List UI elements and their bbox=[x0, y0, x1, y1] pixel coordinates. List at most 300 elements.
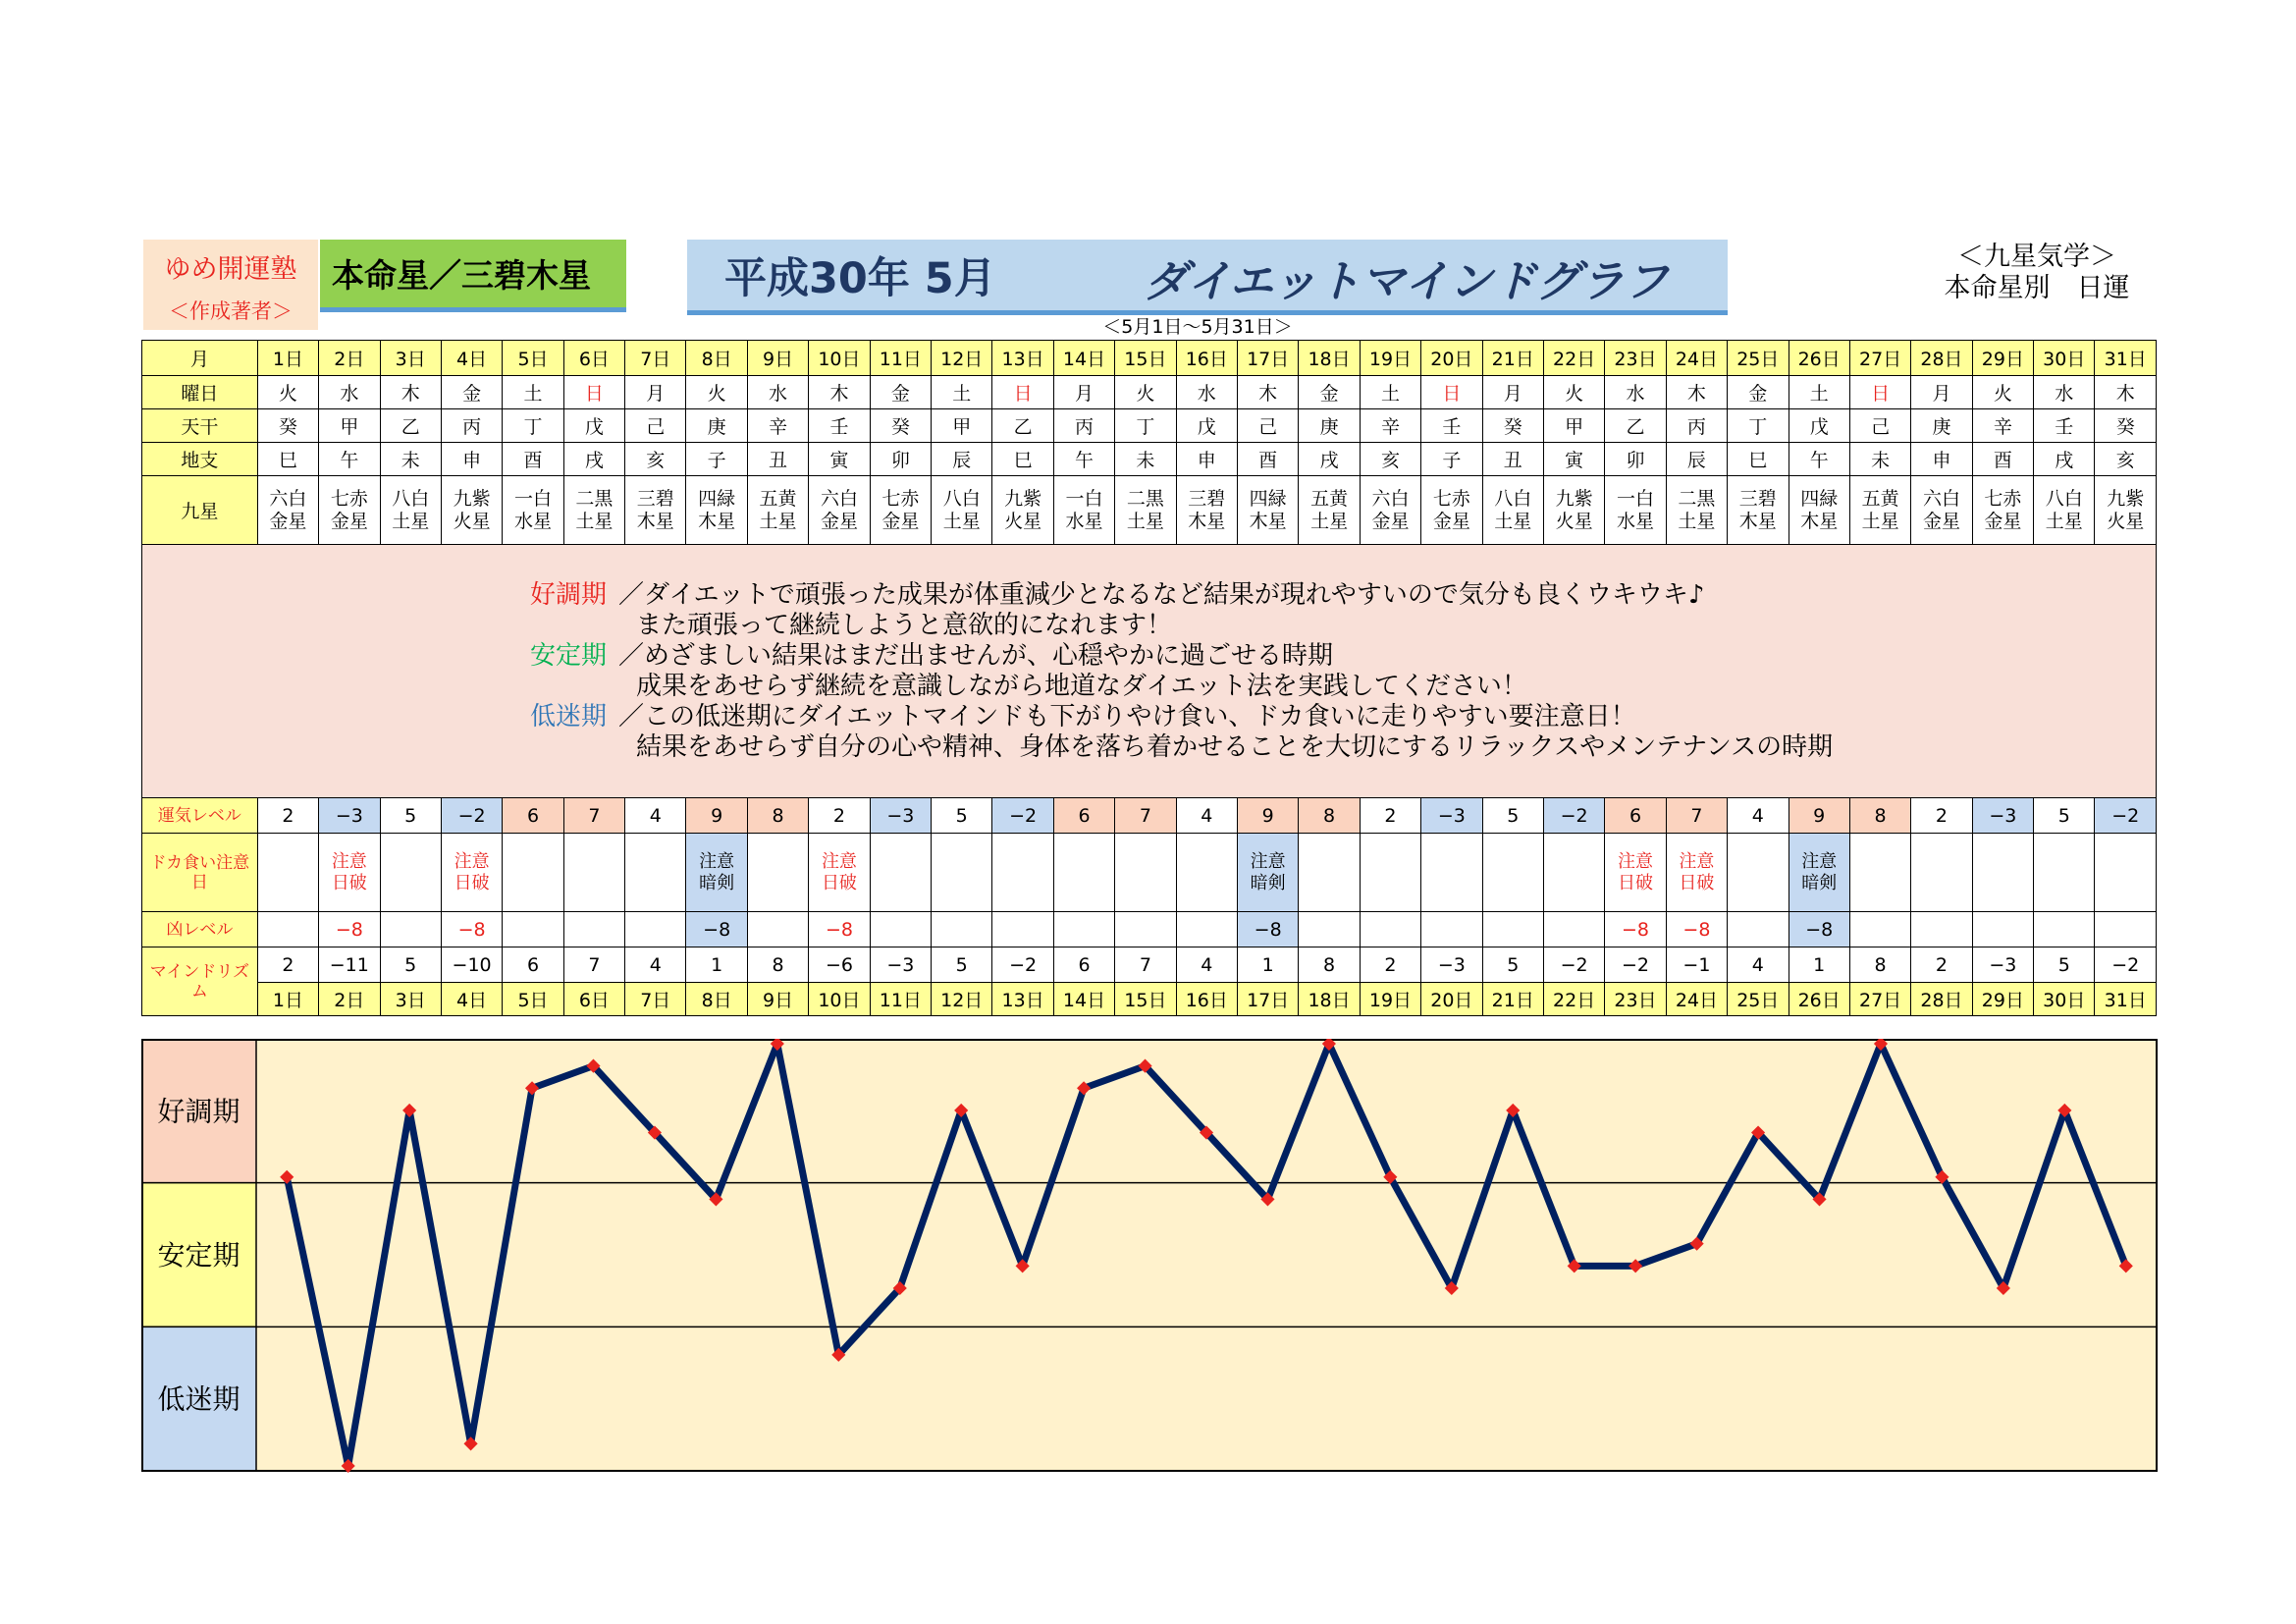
day-footer: 31日 bbox=[2095, 983, 2157, 1016]
kyusei-part: 四緑 bbox=[1249, 487, 1287, 510]
chishi-cell: 卯 bbox=[870, 443, 931, 476]
kyo-cell bbox=[380, 912, 441, 947]
weekday-cell: 日 bbox=[992, 376, 1053, 409]
chishi-row-label: 地支 bbox=[142, 443, 258, 476]
day-footer: 28日 bbox=[1911, 983, 1972, 1016]
unki-cell: 4 bbox=[625, 798, 686, 834]
unki-row-label: 運気レベル bbox=[142, 798, 258, 834]
dokagui-text: 暗剣 bbox=[1250, 872, 1286, 893]
school-name: ゆめ開運塾 bbox=[164, 254, 297, 285]
chishi-cell: 卯 bbox=[1605, 443, 1666, 476]
day-footer: 5日 bbox=[503, 983, 563, 1016]
dokagui-cell bbox=[992, 834, 1053, 912]
kyusei-cell bbox=[747, 476, 808, 545]
low-label: 低迷期 bbox=[530, 701, 608, 731]
date-range: ＜5月1日～5月31日＞ bbox=[1102, 316, 1293, 338]
chishi-cell: 亥 bbox=[625, 443, 686, 476]
kyusei-part: 九紫 bbox=[1555, 487, 1593, 510]
dokagui-text: 暗剣 bbox=[699, 872, 735, 893]
chishi-cell: 酉 bbox=[503, 443, 563, 476]
dokagui-text: 注意 bbox=[1679, 850, 1715, 872]
mind-cell: −2 bbox=[1543, 947, 1604, 983]
day-header: 21日 bbox=[1482, 341, 1543, 376]
chishi-cell: 午 bbox=[1789, 443, 1849, 476]
unki-cell: −3 bbox=[1972, 798, 2033, 834]
weekday-cell: 土 bbox=[503, 376, 563, 409]
dokagui-text: 注意 bbox=[454, 850, 490, 872]
kyo-cell bbox=[2095, 912, 2157, 947]
weekday-cell: 火 bbox=[1972, 376, 2033, 409]
kyusei-cell bbox=[686, 476, 747, 545]
plot-area bbox=[256, 1039, 2157, 1471]
chishi-cell: 丑 bbox=[1482, 443, 1543, 476]
subtitle-line2: 本命星別 日運 bbox=[1944, 273, 2130, 303]
weekday-cell: 日 bbox=[1421, 376, 1482, 409]
dokagui-text: 注意 bbox=[1618, 850, 1654, 872]
unki-cell: 5 bbox=[380, 798, 441, 834]
weekday-cell: 火 bbox=[257, 376, 318, 409]
weekday-cell: 火 bbox=[686, 376, 747, 409]
dokagui-cell bbox=[747, 834, 808, 912]
good-label: 好調期 bbox=[530, 579, 608, 610]
day-footer: 14日 bbox=[1053, 983, 1114, 1016]
day-header: 20日 bbox=[1421, 341, 1482, 376]
kyusei-part: 八白 bbox=[392, 487, 430, 510]
band-label-low: 低迷期 bbox=[157, 1382, 240, 1416]
unki-cell: −2 bbox=[2095, 798, 2157, 834]
chishi-cell: 亥 bbox=[1360, 443, 1420, 476]
day-footer: 2日 bbox=[319, 983, 380, 1016]
weekday-cell: 水 bbox=[319, 376, 380, 409]
day-footer: 1日 bbox=[257, 983, 318, 1016]
kyusei-part: 土星 bbox=[1310, 510, 1349, 532]
kyo-cell bbox=[1421, 912, 1482, 947]
kyusei-part: 二黒 bbox=[575, 487, 614, 510]
dokagui-cell bbox=[625, 834, 686, 912]
mind-cell: 6 bbox=[1053, 947, 1114, 983]
tenkan-cell: 甲 bbox=[932, 409, 992, 443]
unki-cell: 2 bbox=[1360, 798, 1420, 834]
kyusei-part: 水星 bbox=[1617, 510, 1655, 532]
kyusei-cell bbox=[1482, 476, 1543, 545]
unki-cell: 9 bbox=[1789, 798, 1849, 834]
chishi-cell: 丑 bbox=[747, 443, 808, 476]
unki-cell: 2 bbox=[257, 798, 318, 834]
kyusei-part: 木星 bbox=[1738, 510, 1777, 532]
kyusei-part: 一白 bbox=[1617, 487, 1655, 510]
day-header: 1日 bbox=[257, 341, 318, 376]
kyusei-part: 土星 bbox=[1126, 510, 1164, 532]
day-row-label: 月 bbox=[142, 341, 258, 376]
day-footer: 15日 bbox=[1115, 983, 1176, 1016]
day-footer: 22日 bbox=[1543, 983, 1604, 1016]
dokagui-cell bbox=[686, 834, 747, 912]
weekday-cell: 水 bbox=[747, 376, 808, 409]
low-text-2: 結果をあせらず自分の心や精神、身体を落ち着かせることを大切にするリラックスやメンテナンスの時期 bbox=[636, 731, 1834, 762]
chishi-cell: 子 bbox=[686, 443, 747, 476]
day-footer: 30日 bbox=[2034, 983, 2095, 1016]
mind-cell: 8 bbox=[1849, 947, 1910, 983]
kyusei-cell bbox=[563, 476, 624, 545]
unki-cell: 6 bbox=[1053, 798, 1114, 834]
mind-cell: 5 bbox=[2034, 947, 2095, 983]
kyusei-part: 五黄 bbox=[759, 487, 797, 510]
kyusei-cell bbox=[1666, 476, 1727, 545]
dokagui-cell bbox=[1421, 834, 1482, 912]
kyusei-part: 土星 bbox=[1861, 510, 1899, 532]
kyo-cell bbox=[932, 912, 992, 947]
unki-cell: −2 bbox=[1543, 798, 1604, 834]
dokagui-cell bbox=[1115, 834, 1176, 912]
kyusei-part: 五黄 bbox=[1861, 487, 1899, 510]
weekday-cell: 木 bbox=[380, 376, 441, 409]
weekday-cell: 月 bbox=[1482, 376, 1543, 409]
day-footer: 4日 bbox=[441, 983, 502, 1016]
dokagui-cell bbox=[563, 834, 624, 912]
unki-cell: 7 bbox=[1666, 798, 1727, 834]
kyusei-cell bbox=[1543, 476, 1604, 545]
day-header: 8日 bbox=[686, 341, 747, 376]
day-header: 22日 bbox=[1543, 341, 1604, 376]
title-banner bbox=[687, 240, 1728, 315]
tenkan-cell: 壬 bbox=[809, 409, 870, 443]
kyusei-part: 七赤 bbox=[881, 487, 920, 510]
kyusei-cell bbox=[625, 476, 686, 545]
kyo-cell bbox=[1360, 912, 1420, 947]
tenkan-cell: 癸 bbox=[870, 409, 931, 443]
kyo-cell: −8 bbox=[1605, 912, 1666, 947]
chishi-cell: 未 bbox=[380, 443, 441, 476]
chishi-cell: 申 bbox=[1176, 443, 1237, 476]
day-footer: 20日 bbox=[1421, 983, 1482, 1016]
tenkan-cell: 丙 bbox=[1053, 409, 1114, 443]
tenkan-cell: 壬 bbox=[2034, 409, 2095, 443]
band-label-stable: 安定期 bbox=[157, 1239, 240, 1272]
kyusei-part: 土星 bbox=[575, 510, 614, 532]
day-header: 9日 bbox=[747, 341, 808, 376]
weekday-cell: 木 bbox=[809, 376, 870, 409]
honmeisei-label: 本命星／三碧木星 bbox=[320, 240, 626, 312]
kyo-cell bbox=[563, 912, 624, 947]
mind-cell: −3 bbox=[1421, 947, 1482, 983]
tenkan-cell: 乙 bbox=[1605, 409, 1666, 443]
unki-cell: 8 bbox=[1849, 798, 1910, 834]
unki-cell: 5 bbox=[932, 798, 992, 834]
day-footer: 3日 bbox=[380, 983, 441, 1016]
dokagui-cell bbox=[2095, 834, 2157, 912]
day-footer: 29日 bbox=[1972, 983, 2033, 1016]
day-header: 24日 bbox=[1666, 341, 1727, 376]
mind-cell: 8 bbox=[747, 947, 808, 983]
unki-cell: −2 bbox=[992, 798, 1053, 834]
mind-cell: −11 bbox=[319, 947, 380, 983]
tenkan-cell: 己 bbox=[1849, 409, 1910, 443]
unki-cell: 9 bbox=[686, 798, 747, 834]
kyusei-cell bbox=[1299, 476, 1360, 545]
unki-cell: −3 bbox=[870, 798, 931, 834]
weekday-cell: 日 bbox=[563, 376, 624, 409]
kyo-cell bbox=[503, 912, 563, 947]
kyo-cell bbox=[747, 912, 808, 947]
weekday-cell: 金 bbox=[1728, 376, 1789, 409]
dokagui-text: 日破 bbox=[331, 872, 367, 893]
low-text: ／この低迷期にダイエットマインドも下がりやけ食い、ドカ食いに走りやすい要注意日！ bbox=[618, 701, 1636, 731]
dokagui-text: 注意 bbox=[331, 850, 367, 872]
day-footer: 11日 bbox=[870, 983, 931, 1016]
legend-notes bbox=[142, 545, 2157, 798]
tenkan-cell: 甲 bbox=[1543, 409, 1604, 443]
kyo-cell bbox=[1299, 912, 1360, 947]
stable-text-2: 成果をあせらず継続を意識しながら地道なダイエット法を実践してください！ bbox=[636, 671, 1527, 701]
kyusei-part: 四緑 bbox=[1800, 487, 1839, 510]
day-header: 16日 bbox=[1176, 341, 1237, 376]
kyusei-part: 木星 bbox=[1800, 510, 1839, 532]
weekday-cell: 月 bbox=[1911, 376, 1972, 409]
kyusei-cell bbox=[870, 476, 931, 545]
day-footer: 25日 bbox=[1728, 983, 1789, 1016]
kyo-cell: −8 bbox=[1666, 912, 1727, 947]
chishi-cell: 午 bbox=[319, 443, 380, 476]
weekday-cell: 水 bbox=[2034, 376, 2095, 409]
kyusei-cell bbox=[503, 476, 563, 545]
day-header: 26日 bbox=[1789, 341, 1849, 376]
page-title: ダイエットマインドグラフ bbox=[1144, 255, 1669, 307]
day-header: 2日 bbox=[319, 341, 380, 376]
tenkan-cell: 丁 bbox=[1115, 409, 1176, 443]
tenkan-cell: 丁 bbox=[503, 409, 563, 443]
mind-cell: −2 bbox=[1605, 947, 1666, 983]
chishi-cell: 戌 bbox=[563, 443, 624, 476]
chishi-cell: 巳 bbox=[257, 443, 318, 476]
tenkan-cell: 辛 bbox=[1360, 409, 1420, 443]
dokagui-cell bbox=[1972, 834, 2033, 912]
dokagui-text: 日破 bbox=[821, 872, 857, 893]
kyusei-part: 七赤 bbox=[330, 487, 368, 510]
unki-cell: 2 bbox=[1911, 798, 1972, 834]
kyusei-part: 土星 bbox=[1678, 510, 1716, 532]
kyo-cell bbox=[992, 912, 1053, 947]
day-header: 27日 bbox=[1849, 341, 1910, 376]
dokagui-text: 日破 bbox=[1618, 872, 1654, 893]
kyusei-part: 土星 bbox=[942, 510, 981, 532]
mind-cell: 1 bbox=[1789, 947, 1849, 983]
unki-cell: −3 bbox=[1421, 798, 1482, 834]
dokagui-cell bbox=[870, 834, 931, 912]
dokagui-text: 注意 bbox=[821, 850, 857, 872]
kyusei-part: 土星 bbox=[759, 510, 797, 532]
kyo-cell bbox=[1053, 912, 1114, 947]
day-header: 18日 bbox=[1299, 341, 1360, 376]
chishi-cell: 寅 bbox=[809, 443, 870, 476]
day-footer: 21日 bbox=[1482, 983, 1543, 1016]
weekday-cell: 月 bbox=[625, 376, 686, 409]
unki-cell: 6 bbox=[1605, 798, 1666, 834]
mind-cell: −3 bbox=[1972, 947, 2033, 983]
kyusei-part: 九紫 bbox=[1004, 487, 1042, 510]
tenkan-cell: 辛 bbox=[1972, 409, 2033, 443]
kyusei-row-label: 九星 bbox=[142, 476, 258, 545]
tenkan-cell: 庚 bbox=[1299, 409, 1360, 443]
unki-cell: 5 bbox=[2034, 798, 2095, 834]
kyo-cell bbox=[1911, 912, 1972, 947]
day-header: 31日 bbox=[2095, 341, 2157, 376]
day-header: 11日 bbox=[870, 341, 931, 376]
kyusei-cell bbox=[319, 476, 380, 545]
day-header: 13日 bbox=[992, 341, 1053, 376]
dokagui-cell bbox=[1728, 834, 1789, 912]
weekday-cell: 木 bbox=[2095, 376, 2157, 409]
dokagui-text: 注意 bbox=[1250, 850, 1286, 872]
kyusei-cell bbox=[1053, 476, 1114, 545]
kyo-cell bbox=[1115, 912, 1176, 947]
day-header: 3日 bbox=[380, 341, 441, 376]
kyo-cell: −8 bbox=[809, 912, 870, 947]
kyusei-cell bbox=[380, 476, 441, 545]
kyo-cell bbox=[257, 912, 318, 947]
kyusei-part: 一白 bbox=[1065, 487, 1103, 510]
dokagui-cell bbox=[319, 834, 380, 912]
chishi-cell: 亥 bbox=[2095, 443, 2157, 476]
day-header: 30日 bbox=[2034, 341, 2095, 376]
kyusei-part: 火星 bbox=[1555, 510, 1593, 532]
weekday-cell: 木 bbox=[1666, 376, 1727, 409]
mind-cell: 5 bbox=[932, 947, 992, 983]
mind-cell: 6 bbox=[503, 947, 563, 983]
kyusei-cell bbox=[441, 476, 502, 545]
kyusei-cell bbox=[1972, 476, 2033, 545]
mind-cell: −10 bbox=[441, 947, 502, 983]
day-header: 4日 bbox=[441, 341, 502, 376]
tenkan-cell: 癸 bbox=[2095, 409, 2157, 443]
kyusei-part: 木星 bbox=[636, 510, 674, 532]
chishi-cell: 巳 bbox=[992, 443, 1053, 476]
author-label: ＜作成著者＞ bbox=[169, 299, 293, 323]
dokagui-cell bbox=[380, 834, 441, 912]
unki-cell: 8 bbox=[747, 798, 808, 834]
title-date: 平成30年 5月 bbox=[724, 254, 996, 303]
tenkan-cell: 辛 bbox=[747, 409, 808, 443]
mind-cell: 7 bbox=[563, 947, 624, 983]
chishi-cell: 未 bbox=[1115, 443, 1176, 476]
kyusei-part: 六白 bbox=[1922, 487, 1960, 510]
unki-cell: 7 bbox=[1115, 798, 1176, 834]
dokagui-text: 注意 bbox=[699, 850, 735, 872]
kyusei-part: 九紫 bbox=[2107, 487, 2145, 510]
weekday-cell: 火 bbox=[1115, 376, 1176, 409]
unki-cell: 7 bbox=[563, 798, 624, 834]
tenkan-cell: 庚 bbox=[686, 409, 747, 443]
mind-row-label: マインドリズム bbox=[142, 947, 258, 1016]
day-header: 17日 bbox=[1237, 341, 1298, 376]
kyusei-part: 六白 bbox=[269, 487, 307, 510]
kyusei-cell bbox=[1360, 476, 1420, 545]
day-header: 7日 bbox=[625, 341, 686, 376]
kyo-cell bbox=[2034, 912, 2095, 947]
kyo-cell: −8 bbox=[441, 912, 502, 947]
kyusei-part: 金星 bbox=[1922, 510, 1960, 532]
day-footer: 10日 bbox=[809, 983, 870, 1016]
unki-cell: 4 bbox=[1176, 798, 1237, 834]
kyusei-cell bbox=[1605, 476, 1666, 545]
tenkan-cell: 丙 bbox=[441, 409, 502, 443]
dokagui-cell bbox=[257, 834, 318, 912]
mind-cell: 4 bbox=[625, 947, 686, 983]
dokagui-cell bbox=[1237, 834, 1298, 912]
kyo-cell bbox=[870, 912, 931, 947]
dokagui-text: 暗剣 bbox=[1801, 872, 1838, 893]
dokagui-cell bbox=[1666, 834, 1727, 912]
chishi-cell: 戌 bbox=[2034, 443, 2095, 476]
kyo-cell: −8 bbox=[1789, 912, 1849, 947]
dokagui-cell bbox=[1360, 834, 1420, 912]
kyusei-part: 木星 bbox=[1249, 510, 1287, 532]
weekday-cell: 水 bbox=[1176, 376, 1237, 409]
tenkan-cell: 戊 bbox=[1176, 409, 1237, 443]
kyusei-part: 水星 bbox=[1065, 510, 1103, 532]
kyo-cell bbox=[1849, 912, 1910, 947]
day-footer: 12日 bbox=[932, 983, 992, 1016]
tenkan-cell: 甲 bbox=[319, 409, 380, 443]
dokagui-cell bbox=[503, 834, 563, 912]
dokagui-cell bbox=[1176, 834, 1237, 912]
mind-cell: 5 bbox=[380, 947, 441, 983]
mind-cell: 1 bbox=[686, 947, 747, 983]
kyusei-part: 三碧 bbox=[1188, 487, 1226, 510]
kyo-row-label: 凶レベル bbox=[142, 912, 258, 947]
kyusei-part: 金星 bbox=[1371, 510, 1410, 532]
weekday-cell: 金 bbox=[870, 376, 931, 409]
kyusei-part: 七赤 bbox=[1432, 487, 1470, 510]
weekday-cell: 火 bbox=[1543, 376, 1604, 409]
day-header: 10日 bbox=[809, 341, 870, 376]
kyusei-cell bbox=[1237, 476, 1298, 545]
kyusei-part: 火星 bbox=[2107, 510, 2145, 532]
dokagui-cell bbox=[932, 834, 992, 912]
kyo-cell bbox=[1728, 912, 1789, 947]
weekday-cell: 水 bbox=[1605, 376, 1666, 409]
kyusei-part: 土星 bbox=[2045, 510, 2083, 532]
kyusei-part: 金星 bbox=[330, 510, 368, 532]
kyusei-part: 火星 bbox=[1004, 510, 1042, 532]
tenkan-cell: 丁 bbox=[1728, 409, 1789, 443]
weekday-cell: 土 bbox=[932, 376, 992, 409]
day-header: 6日 bbox=[563, 341, 624, 376]
tenkan-cell: 丙 bbox=[1666, 409, 1727, 443]
kyusei-part: 金星 bbox=[881, 510, 920, 532]
kyusei-part: 八白 bbox=[1494, 487, 1532, 510]
weekday-cell: 土 bbox=[1789, 376, 1849, 409]
kyusei-part: 五黄 bbox=[1310, 487, 1349, 510]
kyusei-cell bbox=[1849, 476, 1910, 545]
day-header: 19日 bbox=[1360, 341, 1420, 376]
dokagui-cell bbox=[1849, 834, 1910, 912]
kyusei-part: 水星 bbox=[513, 510, 552, 532]
day-footer: 23日 bbox=[1605, 983, 1666, 1016]
unki-cell: 9 bbox=[1237, 798, 1298, 834]
day-footer: 26日 bbox=[1789, 983, 1849, 1016]
kyusei-part: 木星 bbox=[698, 510, 736, 532]
mind-cell: 2 bbox=[1911, 947, 1972, 983]
chishi-cell: 申 bbox=[441, 443, 502, 476]
tenkan-cell: 己 bbox=[625, 409, 686, 443]
tenkan-cell: 戊 bbox=[1789, 409, 1849, 443]
kyusei-part: 四緑 bbox=[698, 487, 736, 510]
dokagui-cell bbox=[1299, 834, 1360, 912]
unki-cell: −2 bbox=[441, 798, 502, 834]
mind-cell: −1 bbox=[1666, 947, 1727, 983]
dokagui-cell bbox=[441, 834, 502, 912]
calendar-table bbox=[141, 340, 2157, 1016]
